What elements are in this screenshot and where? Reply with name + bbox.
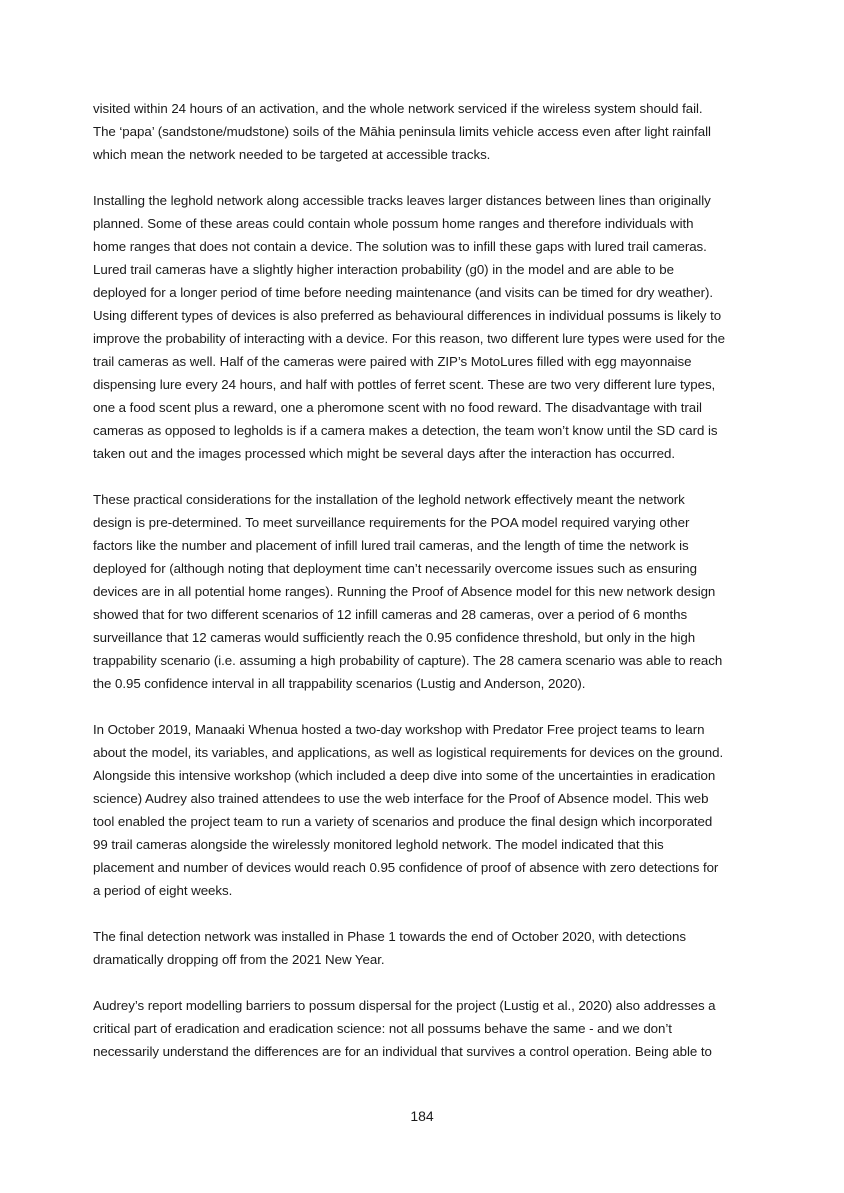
text-line: tool enabled the project team to run a variety of scenarios and produce the final design which incorporated (93, 814, 713, 829)
text-line: planned. Some of these areas could contain whole possum home ranges and therefore individuals with (93, 216, 694, 231)
text-line: Audrey’s report modelling barriers to possum dispersal for the project (Lustig et al., 2020) also addresses a (93, 998, 716, 1013)
text-line: surveillance that 12 cameras would sufficiently reach the 0.95 confidence threshold, but only in the high (93, 630, 696, 645)
paragraph (93, 189, 753, 465)
text-line: necessarily understand the differences are for an individual that survives a control operation. Being able to (93, 1044, 712, 1059)
text-line: These practical considerations for the installation of the leghold network effectively meant the network (93, 492, 685, 507)
text-line: Lured trail cameras have a slightly higher interaction probability (g0) in the model and are able to be (93, 262, 674, 277)
paragraph (93, 925, 753, 971)
text-line: factors like the number and placement of infill lured trail cameras, and the length of time the network is (93, 538, 689, 553)
text-line: which mean the network needed to be targeted at accessible tracks. (93, 147, 491, 162)
text-line: science) Audrey also trained attendees to use the web interface for the Proof of Absence model. This web (93, 791, 709, 806)
text-line: 99 trail cameras alongside the wirelessly monitored leghold network. The model indicated that this (93, 837, 664, 852)
text-line: Using different types of devices is also preferred as behavioural differences in individual possums is likely to (93, 308, 722, 323)
paragraph (93, 994, 753, 1063)
text-line: placement and number of devices would reach 0.95 confidence of proof of absence with zero detections for (93, 860, 719, 875)
text-line: improve the probability of interacting with a device. For this reason, two different lure types were used for the (93, 331, 725, 346)
text-line: taken out and the images processed which might be several days after the interaction has occurred. (93, 446, 675, 461)
text-line: deployed for (although noting that deployment time can’t necessarily overcome issues such as ensuring (93, 561, 697, 576)
document-body (93, 97, 753, 1086)
paragraph (93, 97, 753, 166)
text-line: Alongside this intensive workshop (which included a deep dive into some of the uncertainties in eradication (93, 768, 716, 783)
text-line: design is pre-determined. To meet surveillance requirements for the POA model required varying other (93, 515, 690, 530)
text-line: showed that for two different scenarios of 12 infill cameras and 28 cameras, over a period of 6 months (93, 607, 688, 622)
text-line: dramatically dropping off from the 2021 New Year. (93, 952, 385, 967)
text-line: The ‘papa’ (sandstone/mudstone) soils of the Māhia peninsula limits vehicle access even after light rainfall (93, 124, 711, 139)
text-line: home ranges that does not contain a device. The solution was to infill these gaps with lured trail cameras. (93, 239, 707, 254)
text-line: deployed for a longer period of time before needing maintenance (and visits can be timed for dry weather). (93, 285, 714, 300)
paragraph (93, 718, 753, 902)
text-line: trail cameras as well. Half of the cameras were paired with ZIP’s MotoLures filled with egg mayonnaise (93, 354, 692, 369)
paragraph (93, 488, 753, 695)
text-line: trappability scenario (i.e. assuming a high probability of capture). The 28 camera scenario was able to reach (93, 653, 723, 668)
page-number: 184 (410, 1108, 434, 1124)
text-line: Installing the leghold network along accessible tracks leaves larger distances between lines than originally (93, 193, 711, 208)
text-line: visited within 24 hours of an activation, and the whole network serviced if the wireless system should fail. (93, 101, 703, 116)
text-line: the 0.95 confidence interval in all trappability scenarios (Lustig and Anderson, 2020). (93, 676, 586, 691)
text-line: dispensing lure every 24 hours, and half with pottles of ferret scent. These are two very different lure types, (93, 377, 716, 392)
text-line: cameras as opposed to legholds is if a camera makes a detection, the team won’t know until the SD card is (93, 423, 718, 438)
text-line: In October 2019, Manaaki Whenua hosted a two-day workshop with Predator Free project teams to learn (93, 722, 705, 737)
text-line: devices are in all potential home ranges). Running the Proof of Absence model for this new network design (93, 584, 716, 599)
text-line: one a food scent plus a reward, one a pheromone scent with no food reward. The disadvantage with trail (93, 400, 702, 415)
text-line: a period of eight weeks. (93, 883, 233, 898)
text-line: about the model, its variables, and applications, as well as logistical requirements for devices on the ground. (93, 745, 724, 760)
text-line: critical part of eradication and eradication science: not all possums behave the same - and we don’t (93, 1021, 672, 1036)
text-line: The final detection network was installed in Phase 1 towards the end of October 2020, with detections (93, 929, 686, 944)
